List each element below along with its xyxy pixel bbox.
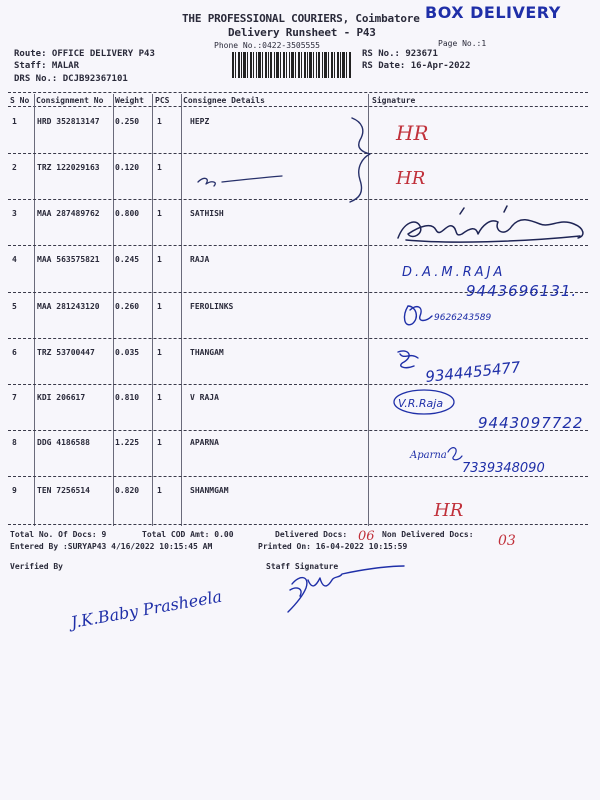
row-3-consignment: MAA 287489762 <box>37 209 100 218</box>
company-name: THE PROFESSIONAL COURIERS, Coimbatore <box>182 12 420 25</box>
row-8-sign-number: 7339348090 <box>462 461 545 476</box>
header-bottom-rule <box>8 106 588 107</box>
row-4-rule <box>8 292 588 293</box>
rs-number: RS No.: 923671 <box>362 49 438 59</box>
col-divider-consignee <box>368 94 369 526</box>
row-6-weight: 0.035 <box>115 348 140 357</box>
row-3-pcs: 1 <box>157 209 162 218</box>
col-sno: S No <box>10 96 30 105</box>
row-5-sno: 5 <box>12 302 17 311</box>
row-8-sign-flourish <box>448 448 462 460</box>
row-4-consignment: MAA 563575821 <box>37 255 100 264</box>
non-delivered-docs: Non Delivered Docs: <box>382 530 474 539</box>
page-number: Page No.:1 <box>438 39 487 48</box>
col-pcs: PCS <box>155 96 170 105</box>
row-5-consignment: MAA 281243120 <box>37 302 100 311</box>
row-6-sign-cursive <box>398 351 418 368</box>
row-7-consignee: V RAJA <box>190 393 219 402</box>
row-3-weight: 0.800 <box>115 209 140 218</box>
row-1-consignment: HRD 352813147 <box>37 117 100 126</box>
row-5-consignee: FEROLINKS <box>190 302 234 311</box>
non-delivered-count-hand: 03 <box>498 533 516 549</box>
row-7-sign-oval <box>394 390 454 414</box>
rs-date: RS Date: 16-Apr-2022 <box>362 61 471 71</box>
total-docs: Total No. Of Docs: 9 <box>10 530 107 539</box>
row-6-pcs: 1 <box>157 348 162 357</box>
row-9-weight: 0.820 <box>115 486 140 495</box>
row-6-consignment: TRZ 53700447 <box>37 348 95 357</box>
row-3-rule <box>8 245 588 246</box>
row-1-sno: 1 <box>12 117 17 126</box>
row-3-sno: 3 <box>12 209 17 218</box>
row-8-pcs: 1 <box>157 438 162 447</box>
row-6-sno: 6 <box>12 348 17 357</box>
entered-by: Entered By :SURYAP43 4/16/2022 10:15:45 AM <box>10 542 213 551</box>
row-5-sign-cursive <box>405 306 432 325</box>
phone-number: Phone No.:0422-3505555 <box>214 41 320 50</box>
drs-number: DRS No.: DCJB92367101 <box>14 74 128 84</box>
row-7-pcs: 1 <box>157 393 162 402</box>
staff-label: Staff: MALAR <box>14 61 80 71</box>
staff-signature-label: Staff Signature <box>266 562 339 571</box>
row-4-weight: 0.245 <box>115 255 140 264</box>
col-divider-pcs <box>181 94 182 526</box>
row-5-pcs: 1 <box>157 302 162 311</box>
col-consignment: Consignment No <box>36 96 104 105</box>
staff-signature-mark <box>288 566 404 612</box>
row-2-pcs: 1 <box>157 163 162 172</box>
row-8-consignee: APARNA <box>190 438 219 447</box>
row-8-consignment: DDG 4186588 <box>37 438 90 447</box>
row-8-weight: 1.225 <box>115 438 140 447</box>
row-9-sno: 9 <box>12 486 17 495</box>
brace-mark <box>350 118 370 202</box>
verified-by-label: Verified By <box>10 562 63 571</box>
row-2-rule <box>8 199 588 200</box>
row-9-rule <box>8 524 588 525</box>
row-8-rule <box>8 476 588 477</box>
col-divider-consignment <box>113 94 114 526</box>
row-7-sno: 7 <box>12 393 17 402</box>
row-7-consignment: KDI 206617 <box>37 393 86 402</box>
row-6-consignee: THANGAM <box>190 348 224 357</box>
row-7-rule <box>8 430 588 431</box>
row-2-weight: 0.120 <box>115 163 140 172</box>
row-7-sign-number: 9443097722 <box>478 414 584 432</box>
col-consignee: Consignee Details <box>183 96 265 105</box>
row-2-sign-hr: HR <box>396 168 426 189</box>
header-top-rule <box>8 92 588 93</box>
row-5-weight: 0.260 <box>115 302 140 311</box>
row-8-sno: 8 <box>12 438 17 447</box>
row-1-rule <box>8 153 588 154</box>
row-7-sign-text: V.R.Raja <box>398 397 444 410</box>
row-8-sign-text: Aparna <box>410 450 447 461</box>
row-7-weight: 0.810 <box>115 393 140 402</box>
row-9-consignment: TEN 7256514 <box>37 486 90 495</box>
runsheet-title: Delivery Runsheet - P43 <box>228 26 376 39</box>
row-3-sign-cursive <box>398 206 583 242</box>
row-1-weight: 0.250 <box>115 117 140 126</box>
row-2-sno: 2 <box>12 163 17 172</box>
row-4-sign-text: D.A.M.RAJA <box>402 265 506 280</box>
row-9-pcs: 1 <box>157 486 162 495</box>
row-9-sign-hr: HR <box>434 500 464 521</box>
box-delivery-stamp: BOX DELIVERY <box>425 3 561 22</box>
row-4-sign-number: 9443696131. <box>466 282 578 300</box>
delivered-count-hand: 06 <box>358 529 375 544</box>
row-2-consignment: TRZ 122029163 <box>37 163 100 172</box>
col-weight: Weight <box>115 96 144 105</box>
row-1-pcs: 1 <box>157 117 162 126</box>
row-1-sign-hr: HR <box>396 121 429 145</box>
barcode-image <box>232 52 352 78</box>
row-1-consignee: HEPZ <box>190 117 210 126</box>
row-4-consignee: RAJA <box>190 255 210 264</box>
col-divider-sno <box>34 94 35 526</box>
route-label: Route: OFFICE DELIVERY P43 <box>14 49 155 59</box>
verifier-signature: J.K.Baby Prasheela <box>69 586 224 632</box>
row-3-consignee: SATHISH <box>190 209 224 218</box>
printed-on: Printed On: 16-04-2022 10:15:59 <box>258 542 408 551</box>
delivered-docs: Delivered Docs: <box>275 530 348 539</box>
col-signature: Signature <box>372 96 416 105</box>
row-5-rule <box>8 338 588 339</box>
col-divider-weight <box>152 94 153 526</box>
row-9-consignee: SHANMGAM <box>190 486 229 495</box>
row-6-sign-number: 9344455477 <box>424 358 522 386</box>
row-2-consignee-scribble <box>198 176 282 186</box>
total-cod: Total COD Amt: 0.00 <box>142 530 234 539</box>
row-4-sno: 4 <box>12 255 17 264</box>
row-6-rule <box>8 384 588 385</box>
row-5-sign-number: 9626243589 <box>434 313 492 323</box>
row-4-pcs: 1 <box>157 255 162 264</box>
